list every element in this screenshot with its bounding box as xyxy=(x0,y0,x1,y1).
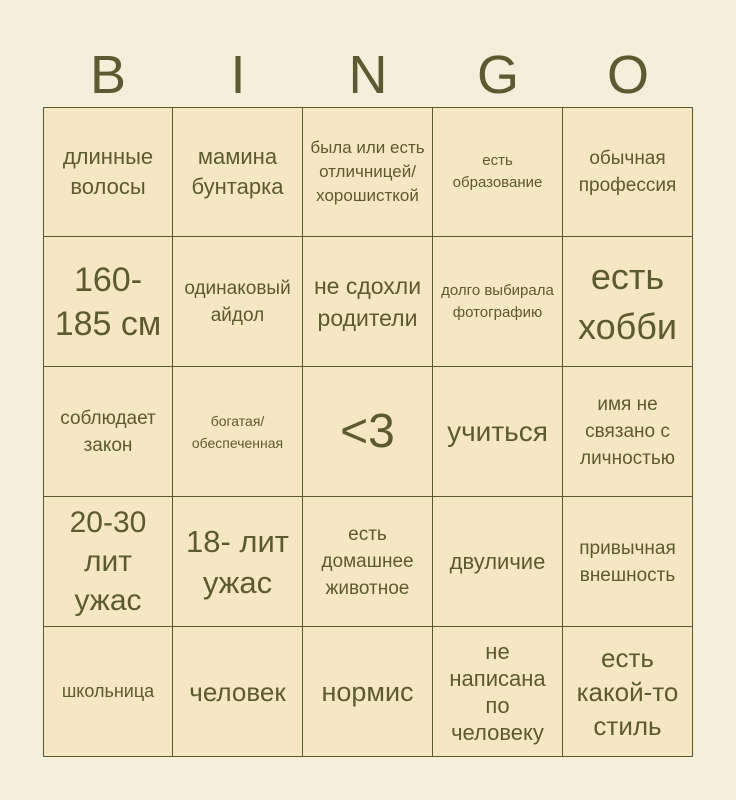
cell-label: соблюдает закон xyxy=(60,407,156,456)
cell-label: имя не связано с личностью xyxy=(579,394,675,469)
header-letter-o: O xyxy=(606,45,649,105)
bingo-cell[interactable] xyxy=(173,497,303,627)
cell-label: есть домашнее животное xyxy=(321,524,414,599)
bingo-cell[interactable] xyxy=(43,627,173,757)
bingo-cell[interactable] xyxy=(433,497,563,627)
bingo-cell[interactable] xyxy=(303,237,433,367)
bingo-cell[interactable] xyxy=(173,107,303,237)
cell-label: есть образование xyxy=(452,152,543,191)
cell-label: не написана по человеку xyxy=(449,638,546,745)
bingo-cell[interactable] xyxy=(433,237,563,367)
cell-label: мамина бунтарка xyxy=(191,144,284,199)
cell-label: была или есть отличницей/хорошисткой xyxy=(310,138,425,205)
bingo-cell[interactable] xyxy=(303,497,433,627)
bingo-cell[interactable] xyxy=(563,107,693,237)
cell-label: 160-185 см xyxy=(54,260,162,343)
bingo-cell[interactable] xyxy=(173,627,303,757)
bingo-cell[interactable] xyxy=(43,237,173,367)
cell-label: есть хобби xyxy=(578,255,677,347)
bingo-cell[interactable] xyxy=(433,627,563,757)
bingo-cell[interactable] xyxy=(433,107,563,237)
bingo-cell[interactable] xyxy=(563,627,693,757)
bingo-cell[interactable] xyxy=(563,237,693,367)
cell-label: не сдохли родители xyxy=(313,272,422,331)
header-letter-b: B xyxy=(89,45,127,105)
cell-label: 18- лит ужас xyxy=(185,523,290,600)
cell-label: школьница xyxy=(61,681,155,701)
cell-label: привычная внешность xyxy=(579,537,676,586)
bingo-cell[interactable] xyxy=(303,107,433,237)
bingo-cell[interactable] xyxy=(43,497,173,627)
cell-label: нормис xyxy=(321,676,414,707)
cell-label: обычная профессия xyxy=(578,148,677,196)
cell-label: <3 xyxy=(340,404,395,458)
bingo-cell[interactable] xyxy=(173,367,303,497)
cell-label: двуличие xyxy=(449,548,546,574)
cell-label: человек xyxy=(189,676,286,707)
header-letter-n: N xyxy=(348,45,388,105)
cell-label: есть какой-то стиль xyxy=(576,642,679,741)
cell-label: 20-30 лит ужас xyxy=(69,506,147,617)
header-letter-i: I xyxy=(230,45,246,105)
bingo-cell[interactable] xyxy=(563,367,693,497)
bingo-cell[interactable] xyxy=(303,627,433,757)
bingo-cell[interactable] xyxy=(43,107,173,237)
cell-label: долго выбирала фотографию xyxy=(441,281,554,321)
bingo-cell[interactable] xyxy=(563,497,693,627)
bingo-board xyxy=(43,107,693,757)
cell-label: богатая/обеспеченная xyxy=(191,412,284,451)
header-letter-g: G xyxy=(476,45,519,105)
bingo-cell[interactable] xyxy=(433,367,563,497)
bingo-cell[interactable] xyxy=(43,367,173,497)
bingo-header xyxy=(43,42,693,108)
cell-label: длинные волосы xyxy=(62,144,154,199)
cell-label: учиться xyxy=(447,415,548,447)
bingo-cell[interactable] xyxy=(173,237,303,367)
cell-label: одинаковый айдол xyxy=(184,277,291,326)
bingo-cell-free[interactable] xyxy=(303,367,433,497)
